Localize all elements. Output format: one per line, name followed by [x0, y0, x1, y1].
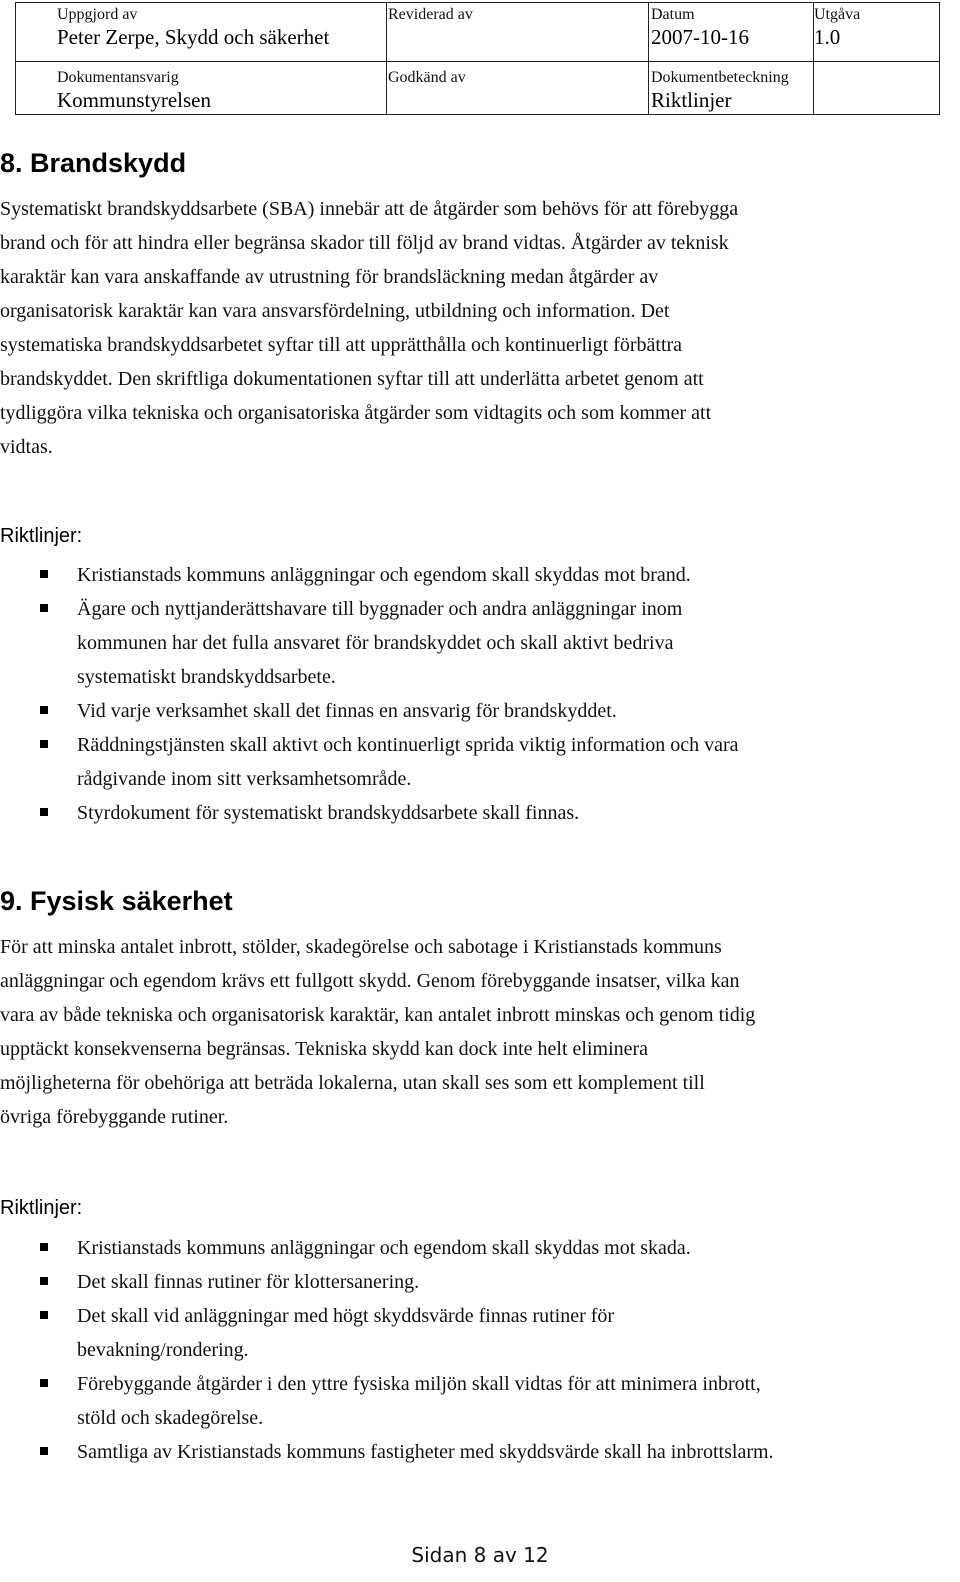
header-value: 2007-10-16 — [651, 25, 749, 49]
bullet-square-icon — [40, 1379, 48, 1387]
section-heading: 8. Brandskydd — [0, 148, 187, 178]
riktlinjer-list — [0, 1231, 960, 1469]
header-ansvarig — [57, 69, 211, 113]
header-value: Kommunstyrelsen — [57, 88, 211, 112]
bullet-square-icon — [40, 808, 48, 816]
header-label: Godkänd av — [388, 69, 466, 86]
header-divider — [16, 61, 939, 62]
header-beteckning — [651, 69, 789, 113]
paragraph-line: möjligheterna för obehöriga att beträda lokalerna, utan skall ses som ett komplement till — [0, 1072, 705, 1094]
list-item: Kristianstads kommuns anläggningar och egendom skall skyddas mot skada. — [0, 1231, 960, 1265]
header-reviderad — [388, 6, 473, 24]
bullet-square-icon — [40, 1277, 48, 1285]
list-item: Det skall vid anläggningar med högt skyddsvärde finnas rutiner för bevakning/rondering. — [0, 1299, 960, 1367]
paragraph-line: systematiska brandskyddsarbetet syftar till att upprätthålla och kontinuerligt förbättra — [0, 334, 683, 356]
paragraph-line: organisatorisk karaktär kan vara ansvarsfördelning, utbildning och information. Det — [0, 300, 670, 322]
bullet-square-icon — [40, 604, 48, 612]
paragraph-line: karaktär kan vara anskaffande av utrustning för brandsläckning medan åtgärder av — [0, 266, 659, 288]
paragraph-line: vidtas. — [0, 436, 53, 458]
paragraph-line: brand och för att hindra eller begränsa skador till följd av brand vidtas. Åtgärder av teknisk — [0, 232, 729, 254]
paragraph-line: vara av både tekniska och organisatorisk karaktär, kan antalet inbrott minskas och genom tidig — [0, 1004, 756, 1026]
paragraph-line: övriga förebyggande rutiner. — [0, 1106, 229, 1128]
list-item: Förebyggande åtgärder i den yttre fysiska miljön skall vidtas för att minimera inbrott, stöld och skadegörelse. — [0, 1367, 960, 1435]
list-item: Räddningstjänsten skall aktivt och kontinuerligt sprida viktig information och vara rådgivande inom sitt verksamhetsområde. — [0, 728, 960, 796]
page-number: Sidan 8 av 12 — [411, 1543, 549, 1567]
paragraph-line: För att minska antalet inbrott, stölder, skadegörelse och sabotage i Kristianstads kommuns — [0, 936, 722, 958]
header-datum — [651, 6, 749, 50]
list-item: Vid varje verksamhet skall det finnas en ansvarig för brandskyddet. — [0, 694, 960, 728]
header-label: Utgåva — [814, 6, 861, 23]
riktlinjer-heading: Riktlinjer: — [0, 525, 83, 547]
header-value: Riktlinjer — [651, 88, 732, 112]
bullet-square-icon — [40, 1243, 48, 1251]
section-paragraph — [0, 930, 755, 1134]
paragraph-line: anläggningar och egendom krävs ett fullgott skydd. Genom förebyggande insatser, vilka kan — [0, 970, 740, 992]
header-label: Datum — [651, 6, 695, 23]
document-header-table — [15, 2, 940, 115]
list-item: Ägare och nyttjanderättshavare till byggnader och andra anläggningar inom kommunen har det fulla ansvaret för brandskyddet och skall aktivt bedriva systematiskt brandskyddsarbete. — [0, 592, 960, 694]
section-paragraph — [0, 192, 738, 464]
list-item: Kristianstads kommuns anläggningar och egendom skall skyddas mot brand. — [0, 558, 960, 592]
header-divider — [386, 3, 387, 114]
header-label: Dokumentbeteckning — [651, 69, 789, 86]
paragraph-line: brandskyddet. Den skriftliga dokumentationen syftar till att underlätta arbetet genom att — [0, 368, 704, 390]
paragraph-line: tydliggöra vilka tekniska och organisatoriska åtgärder som vidtagits och som kommer att — [0, 402, 712, 424]
list-item: Styrdokument för systematiskt brandskyddsarbete skall finnas. — [0, 796, 960, 830]
bullet-square-icon — [40, 706, 48, 714]
bullet-square-icon — [40, 1447, 48, 1455]
list-item: Det skall finnas rutiner för klottersanering. — [0, 1265, 960, 1299]
riktlinjer-list — [0, 558, 960, 830]
header-utgava — [814, 6, 860, 50]
section-heading: 9. Fysisk säkerhet — [0, 886, 233, 916]
header-label: Dokumentansvarig — [57, 69, 179, 86]
header-divider — [648, 3, 649, 114]
header-godkand — [388, 69, 466, 87]
header-value: Peter Zerpe, Skydd och säkerhet — [57, 25, 330, 49]
bullet-square-icon — [40, 570, 48, 578]
bullet-square-icon — [40, 1311, 48, 1319]
riktlinjer-heading: Riktlinjer: — [0, 1197, 83, 1219]
header-uppgjord — [57, 6, 329, 50]
bullet-square-icon — [40, 740, 48, 748]
header-label: Uppgjord av — [57, 6, 138, 23]
header-label: Reviderad av — [388, 6, 473, 23]
list-item: Samtliga av Kristianstads kommuns fastigheter med skyddsvärde skall ha inbrottslarm. — [0, 1435, 960, 1469]
header-value: 1.0 — [814, 25, 841, 49]
paragraph-line: upptäckt konsekvenserna begränsas. Tekniska skydd kan dock inte helt eliminera — [0, 1038, 649, 1060]
paragraph-line: Systematiskt brandskyddsarbete (SBA) innebär att de åtgärder som behövs för att förebygga — [0, 198, 739, 220]
